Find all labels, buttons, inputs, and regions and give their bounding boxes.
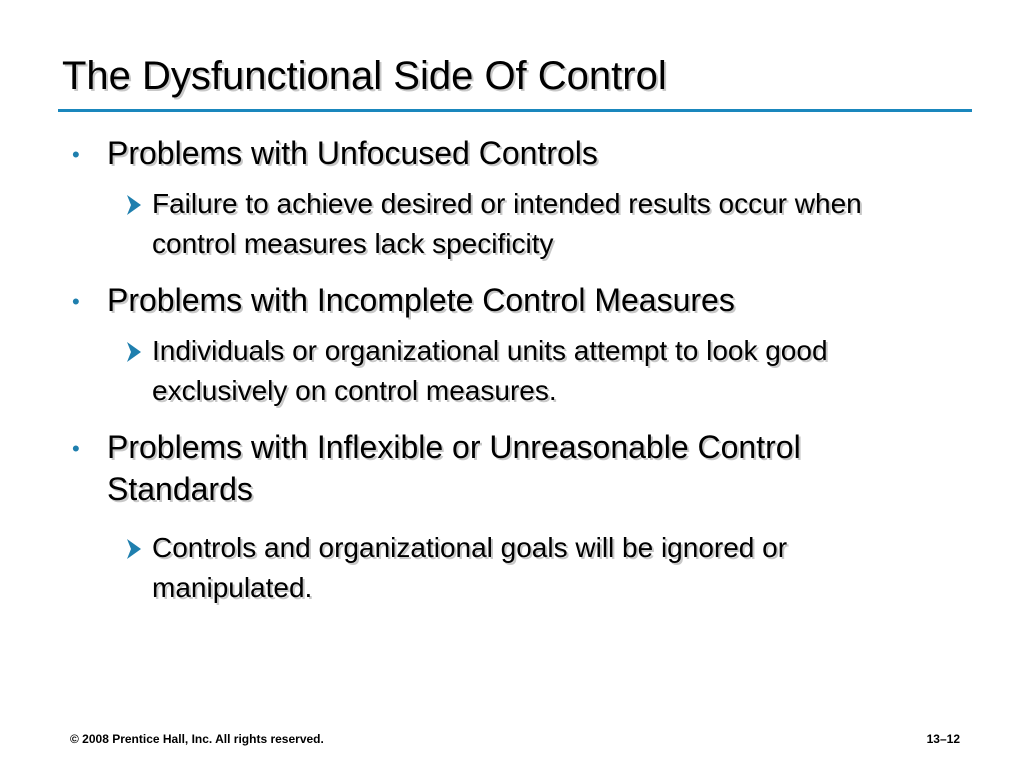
footer-page-number: 13–12: [926, 732, 960, 746]
arrow-bullet-icon: [124, 193, 144, 217]
sub-bullet-text: Failure to achieve desired or intended results occur when control measures lack specificity: [152, 188, 862, 259]
bullet-dot: •: [72, 289, 80, 314]
slide-title: The Dysfunctional Side Of Control: [62, 54, 667, 98]
sub-bullet-text: Controls and organizational goals will be ignored or manipulated.: [152, 532, 788, 603]
bullet-text: Problems with Incomplete Control Measures: [107, 282, 735, 318]
arrow-bullet-icon: [124, 537, 144, 561]
sub-bullet-text: Individuals or organizational units attempt to look good exclusively on control measures.: [152, 335, 828, 406]
bullet-text: Problems with Unfocused Controls: [107, 135, 598, 171]
footer-copyright: © 2008 Prentice Hall, Inc. All rights reserved.: [70, 732, 324, 746]
arrow-bullet-icon: [124, 340, 144, 364]
bullet-dot: •: [72, 142, 80, 167]
bullet-dot: •: [72, 436, 80, 461]
bullet-text: Problems with Inflexible or Unreasonable Control Standards: [107, 429, 801, 507]
